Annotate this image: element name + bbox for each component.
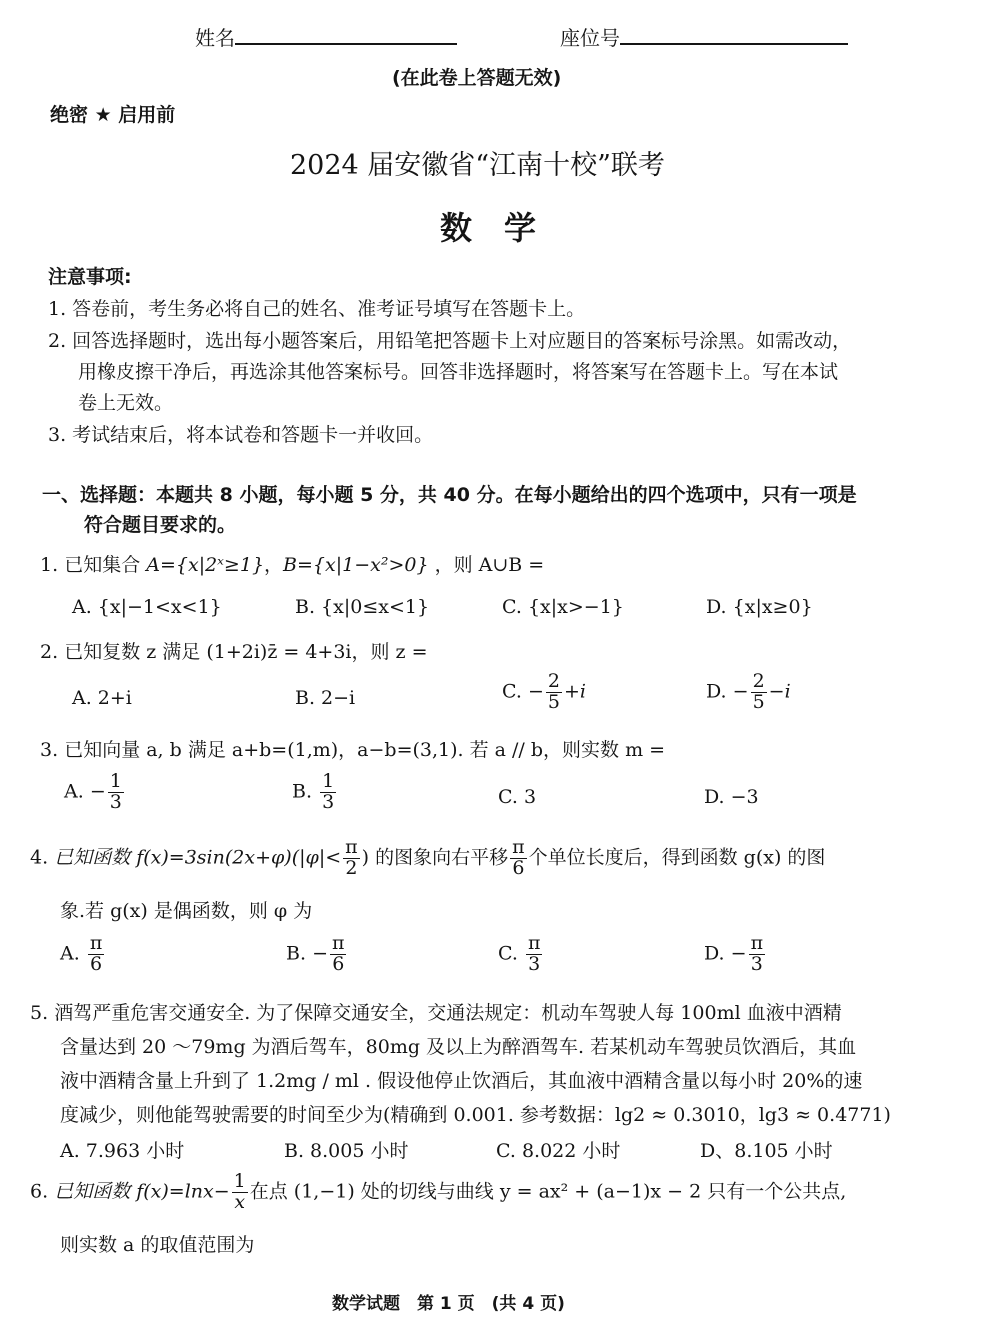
question-number: 5. [30,1002,49,1024]
q2-option-a[interactable]: A. 2+i [72,687,132,709]
q5-option-c[interactable]: C. 8.022 小时 [496,1140,621,1162]
q3-option-d[interactable]: D. −3 [704,786,759,808]
q4-option-a[interactable]: A. $\frac{\pi}{6}$ [60,932,103,975]
question-5-cont: 液中酒精含量上升到了 1.2mg / ml . 假设他停止饮酒后，其血液中酒精含量以每小时 20%的速 [60,1070,863,1092]
question-5-cont: 含量达到 20 ～79mg 为酒后驾车，80mg 及以上为醉酒驾车. 若某机动车驾驶员饮酒后，其血 [60,1036,857,1058]
name-field[interactable] [195,22,457,51]
note-item: 1. 答卷前，考生务必将自己的姓名、准考证号填写在答题卡上。 [48,298,586,320]
seat-label: 座位号 [560,26,620,50]
q4-option-b[interactable]: B. − $\frac{\pi}{6}$ [286,932,345,975]
note-item: 用橡皮擦干净后，再选涂其他答案标号。回答非选择题时，将答案写在答题卡上。写在本试 [78,361,839,383]
q4-option-d[interactable]: D. − $\frac{\pi}{3}$ [704,932,764,975]
q1-option-b[interactable]: B. {x|0≤x<1} [295,596,430,618]
seat-blank[interactable] [620,27,848,45]
question-3: 3. 已知向量 a, b 满足 a+b=(1,m)，a−b=(3,1). 若 a // b，则实数 m = [40,739,666,761]
section-heading: 一、选择题：本题共 8 小题，每小题 5 分，共 40 分。在每小题给出的四个选项中，只有一项是 [42,484,857,506]
question-5-cont: 度减少，则他能驾驶需要的时间至少为(精确到 0.001. 参考数据：lg2 ≈ 0.3010，lg3 ≈ 0.4771) [60,1104,891,1126]
q1-option-d[interactable]: D. {x|x≥0} [706,596,813,618]
question-4: 4. 已知函数 f(x)=3sin(2x+φ)(|φ|< $\frac{\pi}{2}$ ) 的图象向右平移 $\frac{\pi}{6}$ 个单位长度后，得到函数 g(x) 的图 [30,836,826,879]
note-item: 3. 考试结束后，将本试卷和答题卡一并收回。 [48,424,434,446]
q3-option-b[interactable]: B. $\frac{1}{3}$ [292,770,335,813]
name-blank[interactable] [235,27,457,45]
seat-field[interactable] [560,22,848,51]
question-number: 1. [40,554,59,576]
question-number: 4. [30,846,49,869]
q2-option-c[interactable]: C. − $\frac{2}{5}$ +i [502,670,586,713]
question-number: 2. [40,641,59,663]
name-label: 姓名 [195,26,235,50]
q5-option-d[interactable]: D、8.105 小时 [700,1140,833,1162]
question-4-cont: 象.若 g(x) 是偶函数，则 φ 为 [60,900,313,922]
subject-title: 数 学 [440,209,537,247]
set-b: B={x|1−x²>0} [283,554,429,576]
q1-option-a[interactable]: A. {x|−1<x<1} [72,596,222,618]
invalid-notice: (在此卷上答题无效) [392,67,562,89]
page-footer: 数学试题 第 1 页 (共 4 页) [332,1294,565,1314]
question-number: 3. [40,739,59,761]
q4-option-c[interactable]: C. $\frac{\pi}{3}$ [498,932,541,975]
question-2: 2. 已知复数 z 满足 (1+2i)z̄ = 4+3i，则 z = [40,641,428,663]
question-number: 6. [30,1180,49,1203]
exam-title: 2024 届安徽省“江南十校”联考 [290,150,665,181]
set-a: A={x|2ˣ≥1} [146,554,265,576]
section-heading-cont: 符合题目要求的。 [84,514,237,536]
question-5: 5. 酒驾严重危害交通安全. 为了保障交通安全，交通法规定：机动车驾驶人每 100ml 血液中酒精 [30,1002,842,1024]
secret-mark: 绝密 ★ 启用前 [50,104,176,126]
note-item: 2. 回答选择题时，选出每小题答案后，用铅笔把答题卡上对应题目的答案标号涂黑。如需改动， [48,330,852,352]
note-item: 卷上无效。 [78,392,174,414]
q1-option-c[interactable]: C. {x|x>−1} [502,596,624,618]
q5-option-b[interactable]: B. 8.005 小时 [284,1140,409,1162]
notes-heading: 注意事项: [48,266,132,288]
q3-option-c[interactable]: C. 3 [498,786,537,808]
q5-option-a[interactable]: A. 7.963 小时 [60,1140,185,1162]
question-1: 1. 已知集合 A={x|2ˣ≥1}，B={x|1−x²>0} ，则 A∪B = [40,554,545,576]
question-6-cont: 则实数 a 的取值范围为 [60,1234,255,1256]
question-6: 6. 已知函数 f(x)=lnx− $\frac{1}{x}$ 在点 (1,−1) 处的切线与曲线 y = ax² + (a−1)x − 2 只有一个公共点, [30,1170,847,1213]
q3-option-a[interactable]: A. − $\frac{1}{3}$ [64,770,122,813]
q2-option-b[interactable]: B. 2−i [295,687,356,709]
q2-option-d[interactable]: D. − $\frac{2}{5}$ −i [706,670,791,713]
